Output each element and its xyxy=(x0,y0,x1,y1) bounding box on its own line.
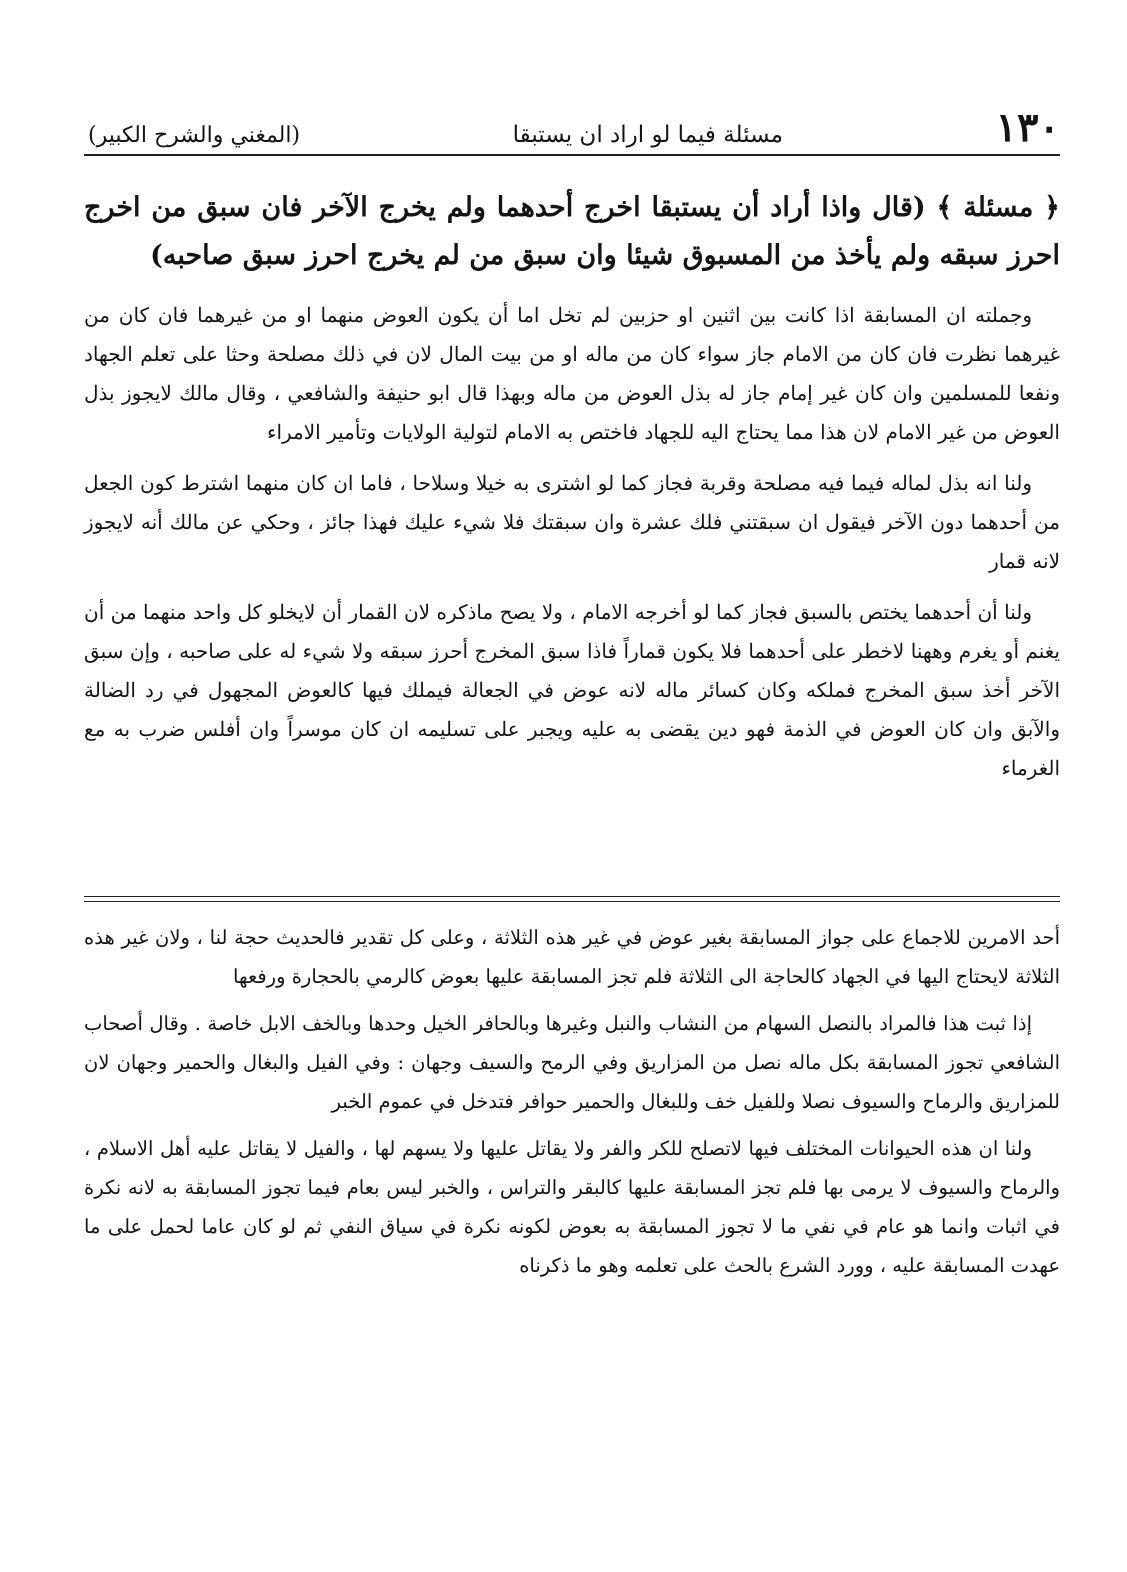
lower-commentary xyxy=(84,918,1060,1285)
section-divider xyxy=(84,896,1060,902)
foot-paragraph: ولنا ان هذه الحيوانات المختلف فيها لاتصلح للكر والفر ولا يقاتل عليها ولا يسهم لها ، والفيل لا يقاتل عليه أهل الاسلام ، والرماح والسيوف لا يرمى بها فلم تجز المسابقة عليها كالبقر والتراس ، والخبر ليس بعام فيما تجوز المسابقة به لانه نكرة في اثبات وانما هو عام في نفي ما لا تجوز المسابقة به بعوض لكونه نكرة في سياق النفي ثم لو كان عاما لحمل على ما عهدت المسابقة عليه ، وورد الشرع بالحث على تعلمه وهو ما ذكرناه xyxy=(84,1137,1060,1277)
main-commentary xyxy=(84,296,1060,788)
running-chapter-title: مسئلة فيما لو اراد ان يستبقا xyxy=(512,122,783,148)
masala-text: ﴿ مسئلة ﴾ (قال واذا أراد أن يستبقا اخرج أحدهما ولم يخرج الآخر فان سبق من اخرج احرز سبقه ولم يأخذ من المسبوق شيئا وان سبق من لم يخرج احرز سبق صاحبه) xyxy=(84,192,1060,271)
header-rule xyxy=(84,154,1060,156)
foot-paragraph: إذا ثبت هذا فالمراد بالنصل السهام من النشاب والنبل وغيرها وبالحافر الخيل وحدها وبالخف الابل خاصة . وقال أصحاب الشافعي تجوز المسابقة بكل ماله نصل من المزاريق وفي الرمح والسيف وجهان : وفي الفيل والبغال والحمير وجهان لان للمزاريق والرماح والسيوف نصلا وللفيل خف وللبغال والحمير حوافر فتدخل في عموم الخبر xyxy=(84,1012,1060,1113)
main-paragraph: وجملته ان المسابقة اذا كانت بين اثنين او حزبين لم تخل اما أن يكون العوض منهما او من غيرهما فان كان من غيرهما نظرت فان كان من الامام جاز سواء كان من ماله او من بيت المال لان في ذلك مصلحة وحثا على تعلم الجهاد ونفعا للمسلمين وان كان غير إمام جاز له بذل العوض من ماله وبهذا قال ابو حنيفة والشافعي ، وقال مالك لايجوز بذل العوض من غير الامام لان هذا مما يحتاج اليه للجهاد فاختص به الامام لتولية الولايات وتأمير الامراء xyxy=(84,303,1060,444)
main-paragraph: ولنا انه بذل لماله فيما فيه مصلحة وقربة فجاز كما لو اشترى به خيلا وسلاحا ، فاما ان كان منهما اشترط كون الجعل من أحدهما دون الآخر فيقول ان سبقتني فلك عشرة وان سبقتك فلا شيء عليك فهذا جائز ، وحكي عن مالك أنه لايجوز لانه قمار xyxy=(84,471,1060,573)
running-book-title: (المغني والشرح الكبير) xyxy=(88,123,301,148)
page-header xyxy=(88,100,1060,151)
main-paragraph: ولنا أن أحدهما يختص بالسبق فجاز كما لو أخرجه الامام ، ولا يصح ماذكره لان القمار أن لايخلو كل واحد منهما من أن يغنم أو يغرم وههنا لاخطر على أحدهما فلا يكون قماراً فاذا سبق المخرج أحرز سبقه ولا شيء له على صاحبه ، وإن سبق الآخر أخذ سبق المخرج فملكه وكان كسائر ماله لانه عوض في الجعالة فيملك فيها كالعوض المجهول في رد الضالة والآبق وان كان العوض في الذمة فهو دين يقضى به عليه ويجبر على تسليمه ان كان موسراً وان أفلس ضرب به مع الغرماء xyxy=(84,600,1060,780)
foot-paragraph: أحد الامرين للاجماع على جواز المسابقة بغير عوض في غير هذه الثلاثة ، وعلى كل تقدير فالحديث حجة لنا ، ولان غير هذه الثلاثة لايحتاج اليها في الجهاد كالحاجة الى الثلاثة فلم تجز المسابقة عليها بعوض كالرمي بالحجارة ورفعها xyxy=(84,926,1060,988)
page-number: ١٣٠ xyxy=(995,104,1060,151)
masala-statement xyxy=(84,184,1060,280)
